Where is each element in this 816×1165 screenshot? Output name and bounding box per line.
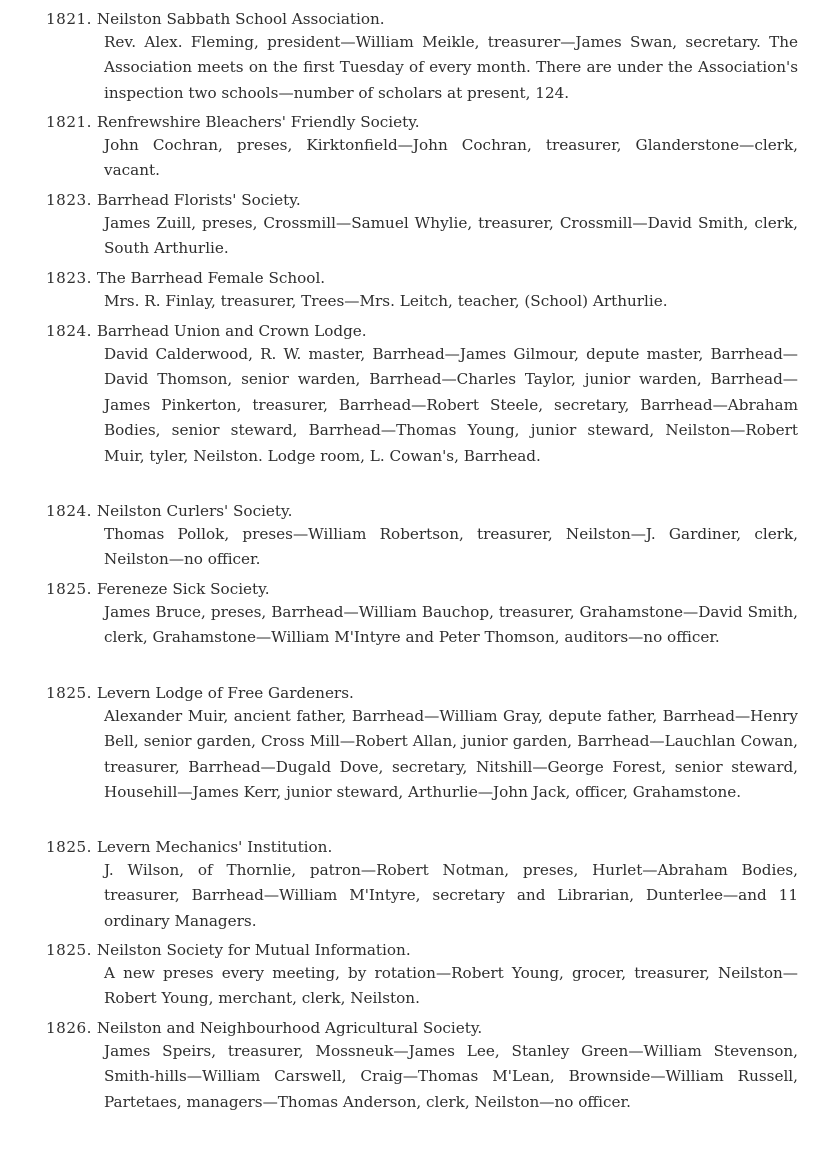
entry-title: Neilston Curlers' Society. [96, 502, 293, 520]
entry-heading [46, 1017, 482, 1039]
entry-body: Rev. Alex. Fleming, president—William Meikle, treasurer—James Swan, secretary. The Association meets on the first Tuesday of every month. There are under the Association's inspection two schools—number of scholars at present, 124. [104, 33, 798, 102]
entry-heading [46, 111, 420, 133]
entry-year: 1825. [46, 684, 92, 702]
entry-heading [46, 8, 385, 30]
entry-body: David Calderwood, R. W. master, Barrhead—James Gilmour, depute master, Barrhead—David Thomson, senior warden, Barrhead—Charles Taylor, junior warden, Barrhead—James Pinkerton, treasurer, Barrhead—Robert Steele, secretary, Barrhead—Abraham Bodies, senior steward, Barrhead—Thomas Young, junior steward, Neilston—Robert Muir, tyler, Neilston. Lodge room, L. Cowan's, Barrhead. [104, 345, 798, 465]
entry-year: 1824. [46, 322, 92, 340]
entry-year: 1821. [46, 113, 92, 131]
entry-year: 1823. [46, 269, 92, 287]
entry-heading [46, 320, 367, 342]
entry-body: James Bruce, preses, Barrhead—William Bauchop, treasurer, Grahamstone—David Smith, clerk, Grahamstone—William M'Intyre and Peter Thomson, auditors—no officer. [104, 603, 798, 647]
entry-body: A new preses every meeting, by rotation—Robert Young, grocer, treasurer, Neilston—Robert Young, merchant, clerk, Neilston. [104, 964, 798, 1008]
entry-body: Mrs. R. Finlay, treasurer, Trees—Mrs. Leitch, teacher, (School) Arthurlie. [104, 292, 668, 310]
entry-title: Barrhead Union and Crown Lodge. [96, 322, 367, 340]
entry-heading [46, 500, 292, 522]
entry-title: Barrhead Florists' Society. [96, 191, 301, 209]
entry-body: James Zuill, preses, Crossmill—Samuel Whylie, treasurer, Crossmill—David Smith, clerk, South Arthurlie. [104, 214, 798, 258]
entry-title: Levern Lodge of Free Gardeners. [96, 684, 354, 702]
entry-heading [46, 267, 325, 289]
entry-year: 1825. [46, 941, 92, 959]
entry-heading [46, 578, 270, 600]
entry-heading [46, 189, 301, 211]
entry-body: Alexander Muir, ancient father, Barrhead—William Gray, depute father, Barrhead—Henry Bell, senior garden, Cross Mill—Robert Allan, junior garden, Barrhead—Lauchlan Cowan, treasurer, Barrhead—Dugald Dove, secretary, Nitshill—George Forest, senior steward, Househill—James Kerr, junior steward, Arthurlie—John Jack, officer, Grahamstone. [104, 707, 798, 802]
entry-body: Thomas Pollok, preses—William Robertson, treasurer, Neilston—J. Gardiner, clerk, Neilston—no officer. [104, 525, 798, 569]
entry-heading [46, 836, 332, 858]
entry-year: 1824. [46, 502, 92, 520]
entry-title: Neilston and Neighbourhood Agricultural Society. [96, 1019, 483, 1037]
entry-year: 1825. [46, 580, 92, 598]
entry-title: Neilston Society for Mutual Information. [96, 941, 411, 959]
entry-title: The Barrhead Female School. [96, 269, 326, 287]
entry-body: James Speirs, treasurer, Mossneuk—James Lee, Stanley Green—William Stevenson, Smith-hills—William Carswell, Craig—Thomas M'Lean, Brownside—William Russell, Partetaes, managers—Thomas Anderson, clerk, Neilston—no officer. [104, 1042, 798, 1111]
entry-body: J. Wilson, of Thornlie, patron—Robert Notman, preses, Hurlet—Abraham Bodies, treasurer, Barrhead—William M'Intyre, secretary and Librarian, Dunterlee—and 11 ordinary Managers. [104, 861, 798, 930]
entry-title: Levern Mechanics' Institution. [96, 838, 333, 856]
entry-body: John Cochran, preses, Kirktonfield—John Cochran, treasurer, Glanderstone—clerk, vacant. [104, 136, 798, 180]
entry-title: Renfrewshire Bleachers' Friendly Society. [96, 113, 420, 131]
entry-title: Neilston Sabbath School Association. [96, 10, 385, 28]
entry-year: 1823. [46, 191, 92, 209]
entry-year: 1825. [46, 838, 92, 856]
entry-year: 1821. [46, 10, 92, 28]
entry-heading [46, 939, 411, 961]
entry-year: 1826. [46, 1019, 92, 1037]
entry-title: Fereneze Sick Society. [96, 580, 270, 598]
entry-heading [46, 682, 354, 704]
